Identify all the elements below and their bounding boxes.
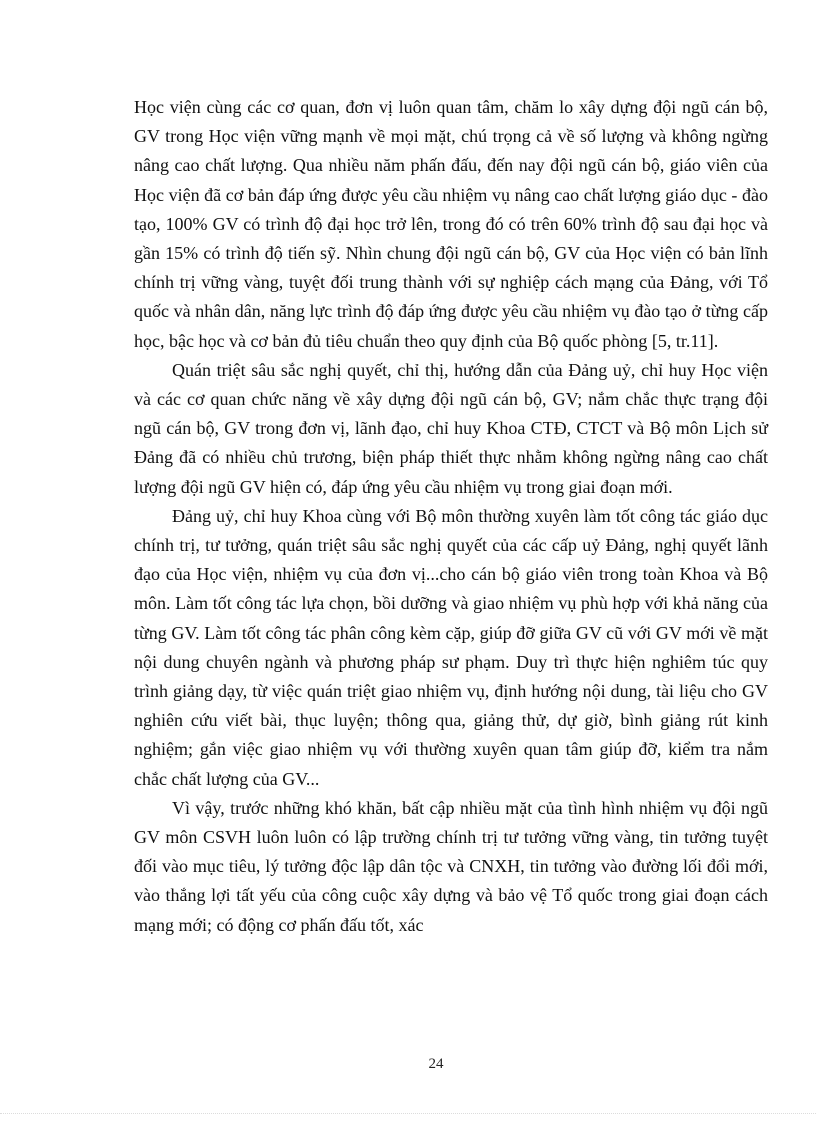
page-number: 24 [428, 1056, 444, 1072]
page-bottom-divider [0, 1113, 816, 1114]
paragraph-4: Vì vậy, trước những khó khăn, bất cập nhiều mặt của tình hình nhiệm vụ đội ngũ GV môn CSVH luôn luôn có lập trường chính trị tư tưởng vững vàng, tin tưởng tuyệt đối vào mục tiêu, lý tưởng độc lập dân tộc và CNXH, tin tưởng vào đường lối đổi mới, vào thắng lợi tất yếu của công cuộc xây dựng và bảo vệ Tổ quốc trong giai đoạn cách mạng mới; có động cơ phấn đấu tốt, xác [134, 797, 768, 935]
paragraph-1: Học viện cùng các cơ quan, đơn vị luôn quan tâm, chăm lo xây dựng đội ngũ cán bộ, GV trong Học viện vững mạnh về mọi mặt, chú trọng cả về số lượng và không ngừng nâng cao chất lượng. Qua nhiều năm phấn đấu, đến nay đội ngũ cán bộ, giáo viên của Học viện đã cơ bản đáp ứng được yêu cầu nhiệm vụ nâng cao chất lượng giáo dục - đào tạo, 100% GV có trình độ đại học trở lên, trong đó có trên 60% trình độ sau đại học và gần 15% có trình độ tiến sỹ. Nhìn chung đội ngũ cán bộ, GV của Học viện có bản lĩnh chính trị vững vàng, tuyệt đối trung thành với sự nghiệp cách mạng của Đảng, với Tổ quốc và nhân dân, năng lực trình độ đáp ứng được yêu cầu nhiệm vụ đào tạo ở từng cấp học, bậc học và cơ bản đủ tiêu chuẩn theo quy định của Bộ quốc phòng [5, tr.11]. [134, 97, 768, 351]
paragraph-2: Quán triệt sâu sắc nghị quyết, chỉ thị, hướng dẫn của Đảng uỷ, chỉ huy Học viện và các cơ quan chức năng về xây dựng đội ngũ cán bộ, GV; nắm chắc thực trạng đội ngũ cán bộ, GV trong đơn vị, lãnh đạo, chỉ huy Khoa CTĐ, CTCT và Bộ môn Lịch sử Đảng đã có nhiều chủ trương, biện pháp thiết thực nhằm không ngừng nâng cao chất lượng đội ngũ GV hiện có, đáp ứng yêu cầu nhiệm vụ trong giai đoạn mới. [134, 359, 768, 497]
document-body [134, 93, 768, 940]
paragraph-3: Đảng uỷ, chỉ huy Khoa cùng với Bộ môn thường xuyên làm tốt công tác giáo dục chính trị, tư tưởng, quán triệt sâu sắc nghị quyết của các cấp uỷ Đảng, nghị quyết lãnh đạo của Học viện, nhiệm vụ của đơn vị...cho cán bộ giáo viên trong toàn Khoa và Bộ môn. Làm tốt công tác lựa chọn, bồi dưỡng và giao nhiệm vụ phù hợp với khả năng của từng GV. Làm tốt công tác phân công kèm cặp, giúp đỡ giữa GV cũ với GV mới về mặt nội dung chuyên ngành và phương pháp sư phạm. Duy trì thực hiện nghiêm túc quy trình giảng dạy, từ việc quán triệt giao nhiệm vụ, định hướng nội dung, tài liệu cho GV nghiên cứu viết bài, thục luyện; thông qua, giảng thử, dự giờ, bình giảng rút kinh nghiệm; gắn việc giao nhiệm vụ với thường xuyên quan tâm giúp đỡ, kiểm tra nắm chắc chất lượng của GV... [134, 505, 768, 789]
